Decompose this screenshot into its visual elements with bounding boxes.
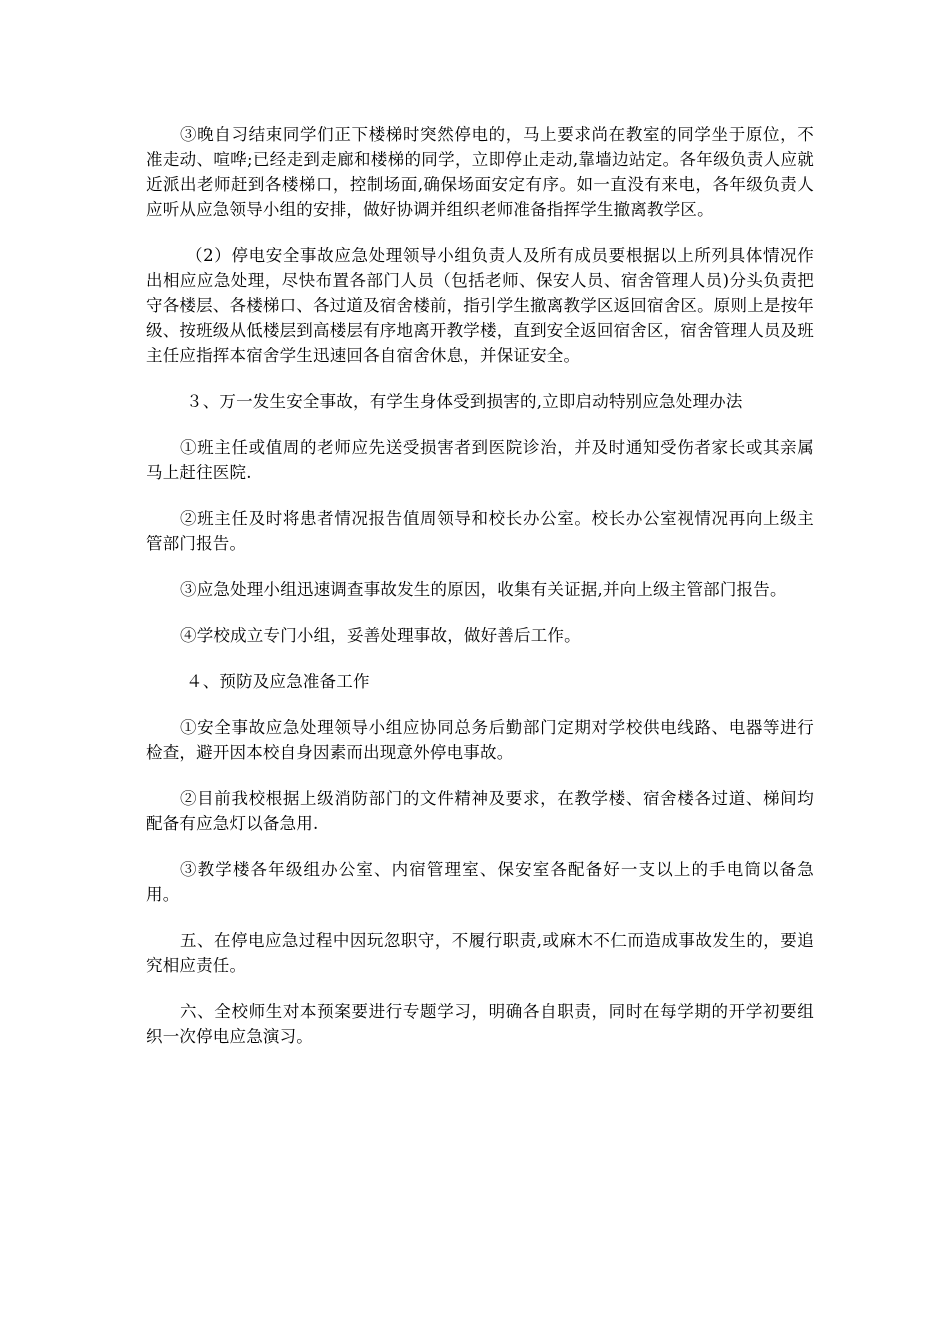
document-body [146,122,814,1070]
paragraph-emergency-lights: ②目前我校根据上级消防部门的文件精神及要求，在教学楼、宿舍楼各过道、梯间均配备有应急灯以备急用. [146,789,814,833]
paragraph-hospital-escort: ①班主任或值周的老师应先送受损害者到医院诊治，并及时通知受伤者家长或其亲属马上赶往医院. [146,438,814,482]
paragraph-section-4-heading: ４、预防及应急准备工作 [186,672,370,691]
paragraph-section-3-heading: ３、万一发生安全事故，有学生身体受到损害的,立即启动特别应急处理办法 [186,392,743,411]
paragraph-flashlights: ③教学楼各年级组办公室、内宿管理室、保安室各配备好一支以上的手电筒以备急用。 [146,860,814,904]
paragraph-special-team: ④学校成立专门小组，妥善处理事故，做好善后工作。 [180,626,581,645]
paragraph-accountability: 五、在停电应急过程中因玩忽职守，不履行职责,或麻木不仁而造成事故发生的，要追究相应责任。 [146,931,814,975]
paragraph-leadership-response: （2）停电安全事故应急处理领导小组负责人及所有成员要根据以上所列具体情况作出相应应急处理，尽快布置各部门人员（包括老师、保安人员、宿舍管理人员)分头负责把守各楼层、各楼梯口、各过道及宿舍楼前，指引学生撤离教学区返回宿舍区。原则上是按年级、按班级从低楼层到高楼层有序地离开教学楼，直到安全返回宿舍区，宿舍管理人员及班主任应指挥本宿舍学生迅速回各自宿舍休息，并保证安全。 [146,246,814,365]
paragraph-report-to-office: ②班主任及时将患者情况报告值周领导和校长办公室。校长办公室视情况再向上级主管部门报告。 [146,509,814,553]
paragraph-evening-study-outage: ③晚自习结束同学们正下楼梯时突然停电的，马上要求尚在教室的同学坐于原位，不准走动、喧哗;已经走到走廊和楼梯的同学，立即停止走动,靠墙边站定。各年级负责人应就近派出老师赶到各楼梯口，控制场面,确保场面安定有序。如一直没有来电，各年级负责人应听从应急领导小组的安排，做好协调并组织老师准备指挥学生撤离教学区。 [146,125,814,219]
paragraph-inspection: ①安全事故应急处理领导小组应协同总务后勤部门定期对学校供电线路、电器等进行检查，避开因本校自身因素而出现意外停电事故。 [146,718,814,762]
paragraph-drill: 六、全校师生对本预案要进行专题学习，明确各自职责，同时在每学期的开学初要组织一次停电应急演习。 [146,1002,814,1046]
paragraph-investigation: ③应急处理小组迅速调查事故发生的原因，收集有关证据,并向上级主管部门报告。 [180,580,787,599]
